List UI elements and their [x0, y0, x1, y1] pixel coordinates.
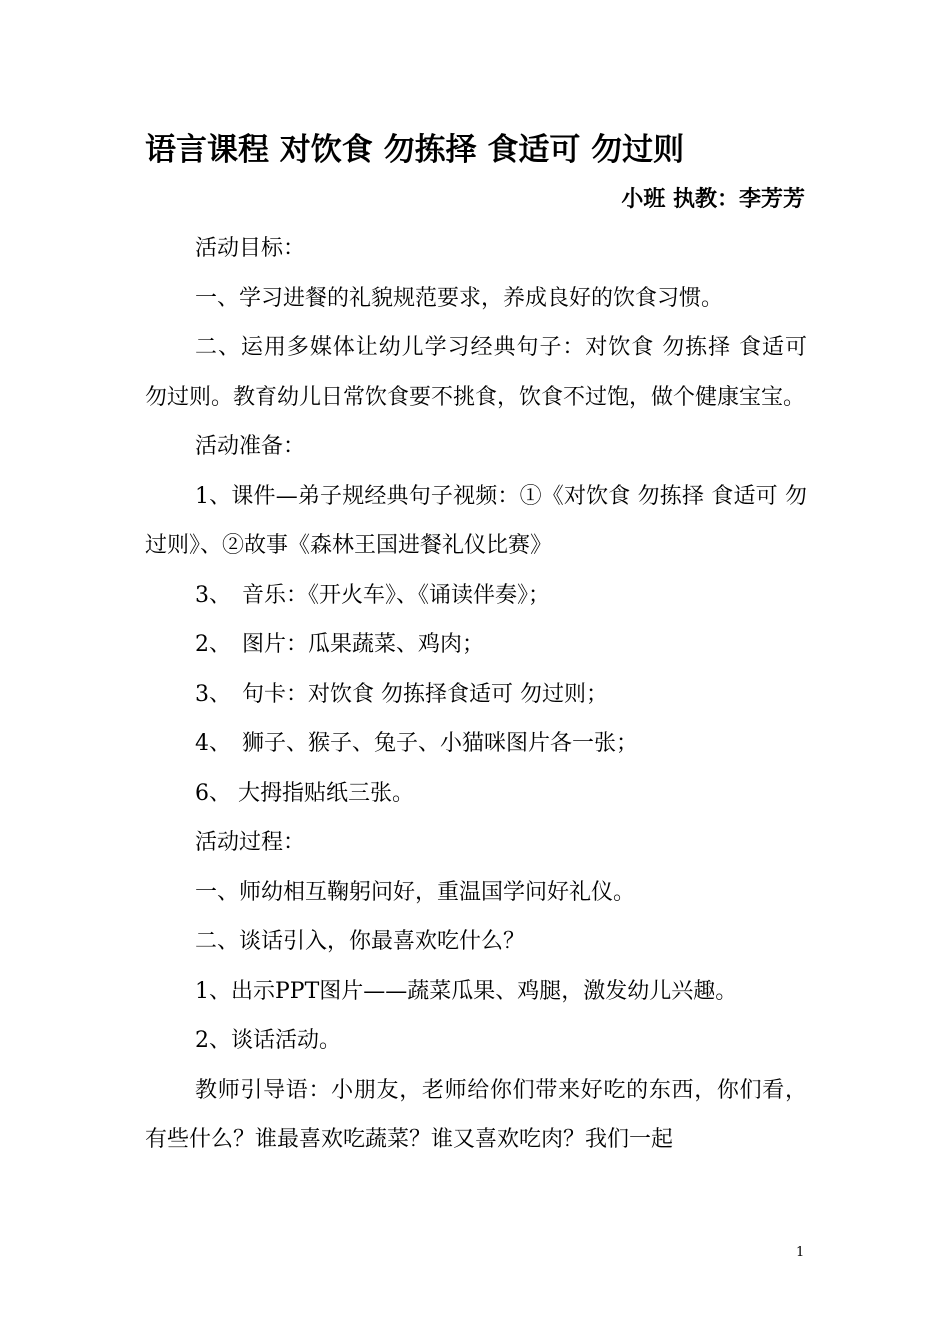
section-heading-process: 活动过程： [195, 830, 306, 855]
page-number: 1 [796, 1245, 805, 1260]
paragraph: 2、谈话活动。 [195, 1028, 341, 1053]
paragraph: 一、学习进餐的礼貌规范要求，养成良好的饮食习惯。 [195, 285, 724, 311]
list-item: 2、 图片：瓜果蔬菜、鸡肉； [195, 632, 484, 657]
list-item: 3、 音乐：《开火车》、《诵读伴奏》； [195, 582, 550, 608]
paragraph: 1、出示PPT图片——蔬菜瓜果、鸡腿，激发幼儿兴趣。 [195, 978, 738, 1004]
section-heading-preparation: 活动准备： [195, 434, 306, 459]
document-byline: 小班 执教：李芳芳 [621, 186, 805, 212]
list-item: 4、 狮子、猴子、兔子、小猫咪图片各一张； [195, 731, 638, 756]
paragraph: 教师引导语：小朋友，老师给你们带来好吃的东西，你们看，有些什么？谁最喜欢吃蔬菜？谁又喜欢吃肉？我们一起 [145, 1077, 807, 1152]
paragraph: 二、运用多媒体让幼儿学习经典句子：对饮食 勿拣择 食适可 勿过则。教育幼儿日常饮食要不挑食，饮食不过饱，做个健康宝宝。 [145, 335, 807, 410]
list-item: 6、 大拇指贴纸三张。 [195, 780, 414, 806]
paragraph: 二、谈话引入，你最喜欢吃什么？ [195, 929, 526, 954]
paragraph: 一、师幼相互鞠躬问好，重温国学问好礼仪。 [195, 879, 636, 905]
document-title: 语言课程 对饮食 勿拣择 食适可 勿过则 [145, 132, 685, 168]
document-body [145, 224, 807, 1165]
section-heading-goals: 活动目标： [195, 236, 306, 261]
paragraph: 1、课件—弟子规经典句子视频：①《对饮食 勿拣择 食适可 勿过则》、②故事《森林王国进餐礼仪比赛》 [145, 483, 807, 558]
list-item: 3、 句卡：对饮食 勿拣择食适可 勿过则； [195, 681, 608, 707]
